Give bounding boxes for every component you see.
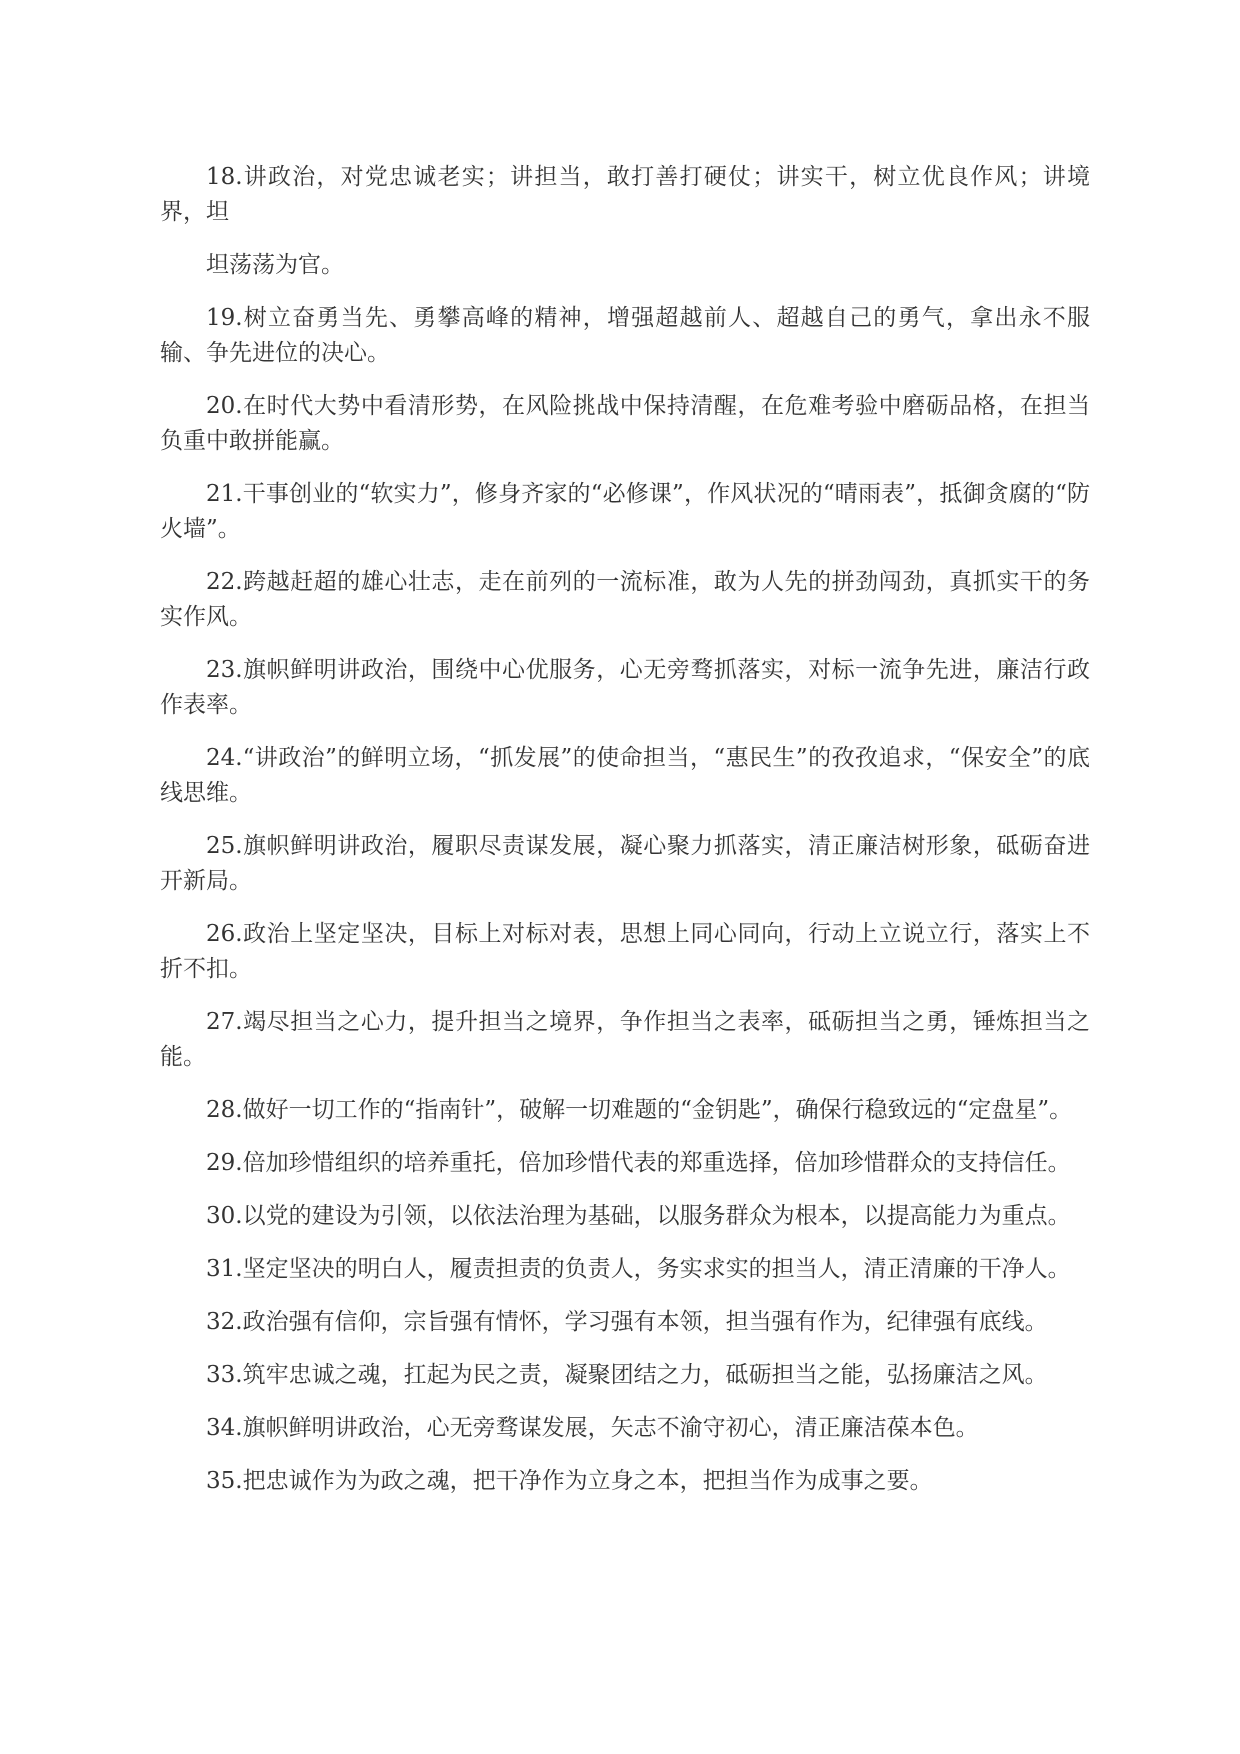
paragraph-text: 以党的建设为引领，以依法治理为基础，以服务群众为根本，以提高能力为重点。 [242,1203,1071,1229]
paragraph-number: 28. [206,1097,243,1123]
paragraph-19 [160,301,1090,371]
paragraph-31 [160,1252,1090,1287]
paragraph-number: 32. [206,1309,243,1335]
paragraph-21 [160,477,1090,547]
paragraph-number: 35. [206,1468,243,1494]
paragraph-text: 把忠诚作为为政之魂，把干净作为立身之本，把担当作为成事之要。 [242,1468,933,1494]
paragraph-29 [160,1146,1090,1181]
paragraph-text: 坦荡荡为官。 [206,252,344,278]
paragraph-text: “讲政治”的鲜明立场，“抓发展”的使命担当，“惠民生”的孜孜追求，“保安全”的底线思维。 [160,745,1090,806]
paragraph-number: 23. [206,657,243,683]
paragraph-32 [160,1305,1090,1340]
paragraph-text: 树立奋勇当先、勇攀高峰的精神，增强超越前人、超越自己的勇气，拿出永不服输、争先进位的决心。 [160,305,1090,366]
document-body [160,160,1090,1517]
paragraph-28 [160,1093,1090,1128]
paragraph-27 [160,1005,1090,1075]
paragraph-18-continuation [160,248,1090,283]
paragraph-text: 旗帜鲜明讲政治，心无旁骛谋发展，矢志不渝守初心，清正廉洁葆本色。 [242,1415,979,1441]
paragraph-text: 干事创业的“软实力”，修身齐家的“必修课”，作风状况的“晴雨表”，抵御贪腐的“防火墙”。 [160,481,1090,542]
paragraph-34 [160,1411,1090,1446]
paragraph-text: 旗帜鲜明讲政治，围绕中心优服务，心无旁骛抓落实，对标一流争先进，廉洁行政作表率。 [160,657,1090,718]
paragraph-number: 22. [206,569,243,595]
paragraph-text: 筑牢忠诚之魂，扛起为民之责，凝聚团结之力，砥砺担当之能，弘扬廉洁之风。 [242,1362,1048,1388]
paragraph-number: 34. [206,1415,243,1441]
paragraph-text: 倍加珍惜组织的培养重托，倍加珍惜代表的郑重选择，倍加珍惜群众的支持信任。 [242,1150,1071,1176]
paragraph-number: 19. [206,305,243,331]
paragraph-number: 21. [206,481,243,507]
paragraph-35 [160,1464,1090,1499]
paragraph-number: 29. [206,1150,243,1176]
paragraph-text: 竭尽担当之心力，提升担当之境界，争作担当之表率，砥砺担当之勇，锤炼担当之能。 [160,1009,1090,1070]
paragraph-text: 政治强有信仰，宗旨强有情怀，学习强有本领，担当强有作为，纪律强有底线。 [242,1309,1048,1335]
paragraph-33 [160,1358,1090,1393]
paragraph-23 [160,653,1090,723]
paragraph-text: 坚定坚决的明白人，履责担责的负责人，务实求实的担当人，清正清廉的干净人。 [242,1256,1071,1282]
paragraph-number: 20. [206,393,243,419]
paragraph-number: 24. [206,745,243,771]
paragraph-26 [160,917,1090,987]
paragraph-text: 跨越赶超的雄心壮志，走在前列的一流标准，敢为人先的拼劲闯劲，真抓实干的务实作风。 [160,569,1090,630]
paragraph-number: 27. [206,1009,243,1035]
paragraph-number: 26. [206,921,243,947]
paragraph-number: 33. [206,1362,243,1388]
paragraph-text: 讲政治，对党忠诚老实；讲担当，敢打善打硬仗；讲实干，树立优良作风；讲境界，坦 [160,164,1090,225]
paragraph-number: 18. [206,164,243,190]
paragraph-number: 31. [206,1256,243,1282]
paragraph-number: 30. [206,1203,243,1229]
paragraph-22 [160,565,1090,635]
paragraph-number: 25. [206,833,243,859]
paragraph-25 [160,829,1090,899]
paragraph-text: 政治上坚定坚决，目标上对标对表，思想上同心同向，行动上立说立行，落实上不折不扣。 [160,921,1090,982]
paragraph-18 [160,160,1090,230]
paragraph-20 [160,389,1090,459]
paragraph-text: 做好一切工作的“指南针”，破解一切难题的“金钥匙”，确保行稳致远的“定盘星”。 [242,1097,1073,1123]
paragraph-24 [160,741,1090,811]
paragraph-30 [160,1199,1090,1234]
paragraph-text: 在时代大势中看清形势，在风险挑战中保持清醒，在危难考验中磨砺品格，在担当负重中敢拼能赢。 [160,393,1090,454]
paragraph-text: 旗帜鲜明讲政治，履职尽责谋发展，凝心聚力抓落实，清正廉洁树形象，砥砺奋进开新局。 [160,833,1090,894]
